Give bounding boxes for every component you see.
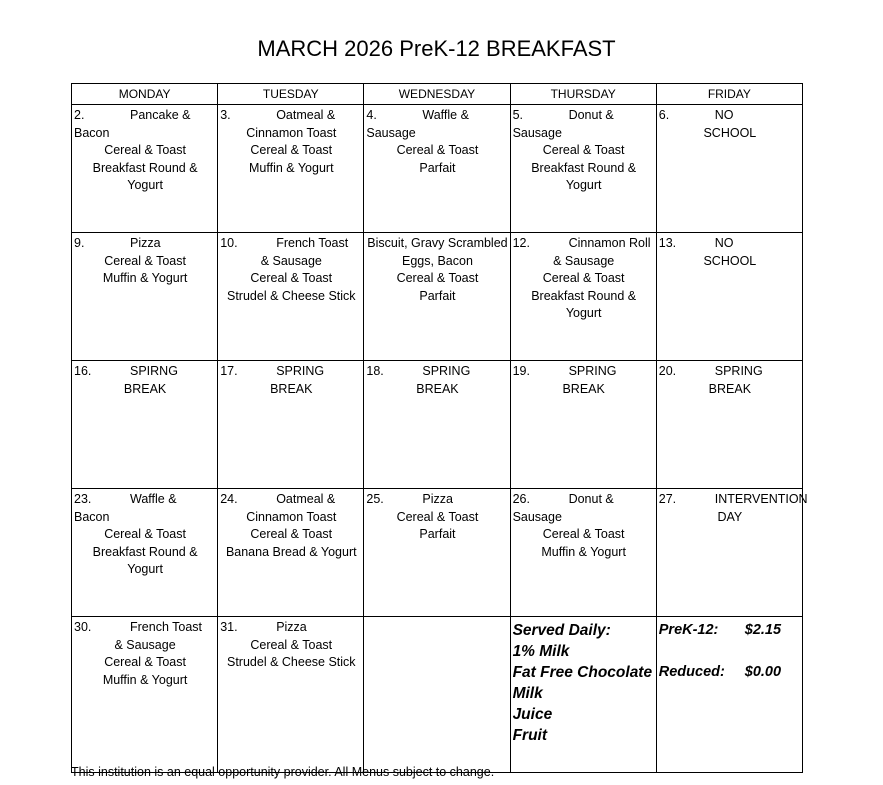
menu-item: Parfait: [419, 160, 456, 175]
menu-item-continued: Bacon: [74, 509, 110, 524]
day-cell: [218, 617, 364, 773]
header-friday: FRIDAY: [656, 84, 802, 105]
day-cell: [364, 361, 510, 489]
day-cell: [72, 617, 218, 773]
day-first-line: [220, 491, 362, 509]
menu-item: BREAK: [123, 381, 167, 396]
menu-item: Muffin & Yogurt: [249, 160, 334, 175]
menu-item: Banana Bread & Yogurt: [225, 544, 357, 559]
day-number: 9.: [74, 236, 85, 250]
menu-item: Breakfast Round &: [531, 288, 637, 303]
header-monday: MONDAY: [72, 84, 218, 105]
menu-item: Oatmeal &: [276, 108, 336, 122]
calendar-body: [72, 105, 808, 773]
day-first-line: [658, 491, 808, 509]
day-number: 20.: [658, 364, 677, 378]
day-first-line: [659, 107, 801, 125]
menu-item: Donut &: [568, 492, 614, 506]
day-cell: [218, 361, 364, 489]
menu-item: Cereal & Toast: [396, 509, 479, 524]
menu-item: Cereal & Toast: [104, 655, 186, 669]
day-cell: [364, 489, 510, 617]
day-cell: [218, 233, 364, 361]
menu-item: Strudel & Cheese Stick: [227, 288, 356, 303]
menu-item: SPRING: [276, 364, 325, 378]
day-cell: [510, 361, 656, 489]
menu-item: NO: [714, 236, 734, 250]
day-cell: [656, 233, 802, 361]
menu-item: Cereal & Toast: [104, 253, 186, 268]
menu-item: Pancake &: [130, 108, 191, 122]
served-item: Juice: [512, 706, 553, 723]
menu-item: SCHOOL: [703, 125, 757, 140]
day-first-line: [74, 491, 216, 509]
menu-item: Muffin & Yogurt: [102, 271, 188, 285]
day-number: 23.: [74, 492, 92, 506]
menu-item: Yogurt: [127, 178, 163, 192]
day-number: 27.: [658, 492, 677, 506]
day-first-line: [513, 235, 655, 253]
menu-item: Cereal & Toast: [250, 637, 333, 652]
menu-item: Yogurt: [565, 178, 602, 192]
price-row-prek: [659, 620, 801, 641]
menu-item: Cinnamon Toast: [246, 125, 337, 140]
menu-item: French Toast: [276, 236, 349, 250]
day-number: 2.: [74, 108, 85, 122]
day-first-line: [513, 491, 655, 509]
menu-item: BREAK: [562, 381, 605, 396]
day-number: 30.: [74, 620, 92, 634]
week-row: [72, 617, 803, 773]
day-first-line: [513, 107, 655, 125]
day-first-line: [74, 363, 216, 381]
menu-item: SPRING: [568, 364, 617, 378]
day-number: 24.: [220, 492, 238, 506]
menu-item: Cereal & Toast: [250, 527, 333, 541]
breakfast-calendar: [71, 83, 808, 773]
menu-item: Cereal & Toast: [542, 527, 625, 541]
day-number: 25.: [366, 492, 384, 506]
menu-item: Strudel & Cheese Stick: [227, 655, 356, 669]
served-daily-heading: Served Daily:: [512, 622, 611, 639]
menu-item: & Sausage: [114, 637, 176, 652]
menu-item: & Sausage: [553, 253, 615, 268]
menu-item: Cereal & Toast: [104, 527, 186, 541]
menu-item: & Sausage: [260, 253, 322, 268]
day-first-line: [659, 235, 801, 253]
header-wednesday: WEDNESDAY: [364, 84, 510, 105]
day-number: 5.: [512, 108, 523, 122]
menu-item: Oatmeal &: [276, 492, 336, 506]
day-first-line: [220, 235, 362, 253]
menu-item: Donut &: [568, 108, 614, 122]
day-number: 19.: [512, 364, 530, 378]
menu-item: Waffle &: [422, 108, 469, 122]
price-value: $0.00: [744, 664, 782, 680]
menu-item: Yogurt: [565, 306, 602, 320]
menu-item: Breakfast Round &: [531, 160, 637, 175]
price-value: $2.15: [744, 622, 782, 638]
day-first-line: [74, 107, 216, 125]
week-row: [72, 233, 803, 361]
served-item: 1% Milk: [512, 643, 570, 660]
day-number: 3.: [220, 108, 231, 122]
price-label: Reduced:: [658, 664, 725, 680]
day-first-line: [74, 619, 216, 637]
menu-item: SCHOOL: [703, 253, 757, 268]
week-row: [72, 105, 803, 233]
day-cell: [218, 105, 364, 233]
menu-item: Cereal & Toast: [542, 143, 625, 157]
menu-item: BREAK: [416, 381, 459, 396]
menu-item-continued: Sausage: [512, 125, 562, 140]
menu-item: Breakfast Round &: [92, 544, 198, 559]
day-header-row: [72, 84, 803, 105]
menu-item: Cinnamon Roll: [568, 236, 651, 250]
served-item: Fruit: [512, 727, 547, 744]
day-number: 18.: [366, 364, 384, 378]
empty-cell: [364, 617, 510, 773]
menu-item: Eggs, Bacon: [402, 253, 473, 268]
menu-item-continued: Sausage: [512, 509, 562, 524]
menu-item: Cereal & Toast: [250, 143, 333, 157]
price-row-reduced: [659, 662, 801, 683]
menu-item-continued: Sausage: [366, 125, 416, 140]
week-row: [72, 361, 803, 489]
menu-item: Biscuit, Gravy Scrambled: [367, 236, 508, 250]
menu-item: SPIRNG: [130, 364, 178, 378]
day-number: 4.: [366, 108, 377, 122]
day-cell: [656, 361, 802, 489]
menu-item: Cereal & Toast: [250, 271, 333, 285]
day-cell: [364, 105, 510, 233]
menu-item: Cereal & Toast: [104, 143, 186, 157]
day-cell: [72, 489, 218, 617]
day-number: 31.: [220, 620, 238, 634]
menu-item: Parfait: [419, 527, 456, 541]
menu-item: French Toast: [130, 620, 203, 634]
menu-item: Yogurt: [127, 562, 163, 576]
header-tuesday: TUESDAY: [218, 84, 364, 105]
menu-title: MARCH 2026 PreK-12 BREAKFAST: [257, 36, 616, 61]
day-number: 6.: [658, 108, 670, 122]
day-number: 12.: [512, 236, 530, 250]
menu-item: Pizza: [422, 492, 453, 506]
day-number: 26.: [512, 492, 530, 506]
day-cell: [656, 489, 808, 617]
served-item: Milk: [512, 685, 543, 702]
menu-item: Pizza: [276, 620, 307, 634]
day-number: 10.: [220, 236, 238, 250]
footer-note: This institution is an equal opportunity provider. All Menus subject to change.: [71, 765, 495, 779]
menu-item: Breakfast Round &: [92, 160, 198, 175]
menu-item: Cereal & Toast: [396, 271, 479, 285]
served-item: Fat Free Chocolate: [512, 664, 653, 681]
day-first-line: [366, 363, 508, 381]
header-thursday: THURSDAY: [510, 84, 656, 105]
menu-item: Cereal & Toast: [396, 143, 479, 157]
menu-item: BREAK: [708, 381, 752, 396]
day-cell: [656, 105, 802, 233]
day-first-line: [513, 363, 655, 381]
day-cell: [510, 233, 656, 361]
day-cell: [72, 233, 218, 361]
menu-item: Pizza: [130, 236, 161, 250]
day-number: 16.: [74, 364, 92, 378]
day-number: 17.: [220, 364, 238, 378]
price-label: PreK-12:: [658, 622, 719, 638]
menu-item: SPRING: [422, 364, 471, 378]
menu-item: Waffle &: [130, 492, 177, 506]
day-first-line: [366, 491, 508, 509]
menu-item: Muffin & Yogurt: [102, 672, 188, 687]
menu-item: NO: [714, 108, 734, 122]
menu-item: SPRING: [714, 364, 763, 378]
day-first-line: [220, 363, 362, 381]
menu-item: INTERVENTION: [714, 492, 808, 506]
day-cell: [510, 489, 656, 617]
day-cell: [364, 233, 510, 361]
menu-item: Muffin & Yogurt: [541, 544, 626, 559]
day-cell: [218, 489, 364, 617]
day-first-line: [366, 107, 508, 125]
week-row: [72, 489, 803, 617]
day-first-line: [74, 235, 216, 253]
day-first-line: [220, 619, 362, 637]
day-cell: [510, 105, 656, 233]
day-first-line: [366, 235, 508, 253]
menu-item-continued: Bacon: [74, 125, 110, 140]
day-cell: [72, 361, 218, 489]
menu-item: Cereal & Toast: [542, 271, 625, 285]
price-cell: [656, 617, 802, 773]
menu-item: BREAK: [270, 381, 313, 396]
served-daily-cell: [510, 617, 656, 773]
menu-item: DAY: [717, 509, 743, 524]
menu-item: Cinnamon Toast: [246, 509, 337, 524]
day-first-line: [220, 107, 362, 125]
day-first-line: [659, 363, 801, 381]
menu-item: Parfait: [419, 288, 456, 303]
day-number: 13.: [658, 236, 677, 250]
day-cell: [72, 105, 218, 233]
